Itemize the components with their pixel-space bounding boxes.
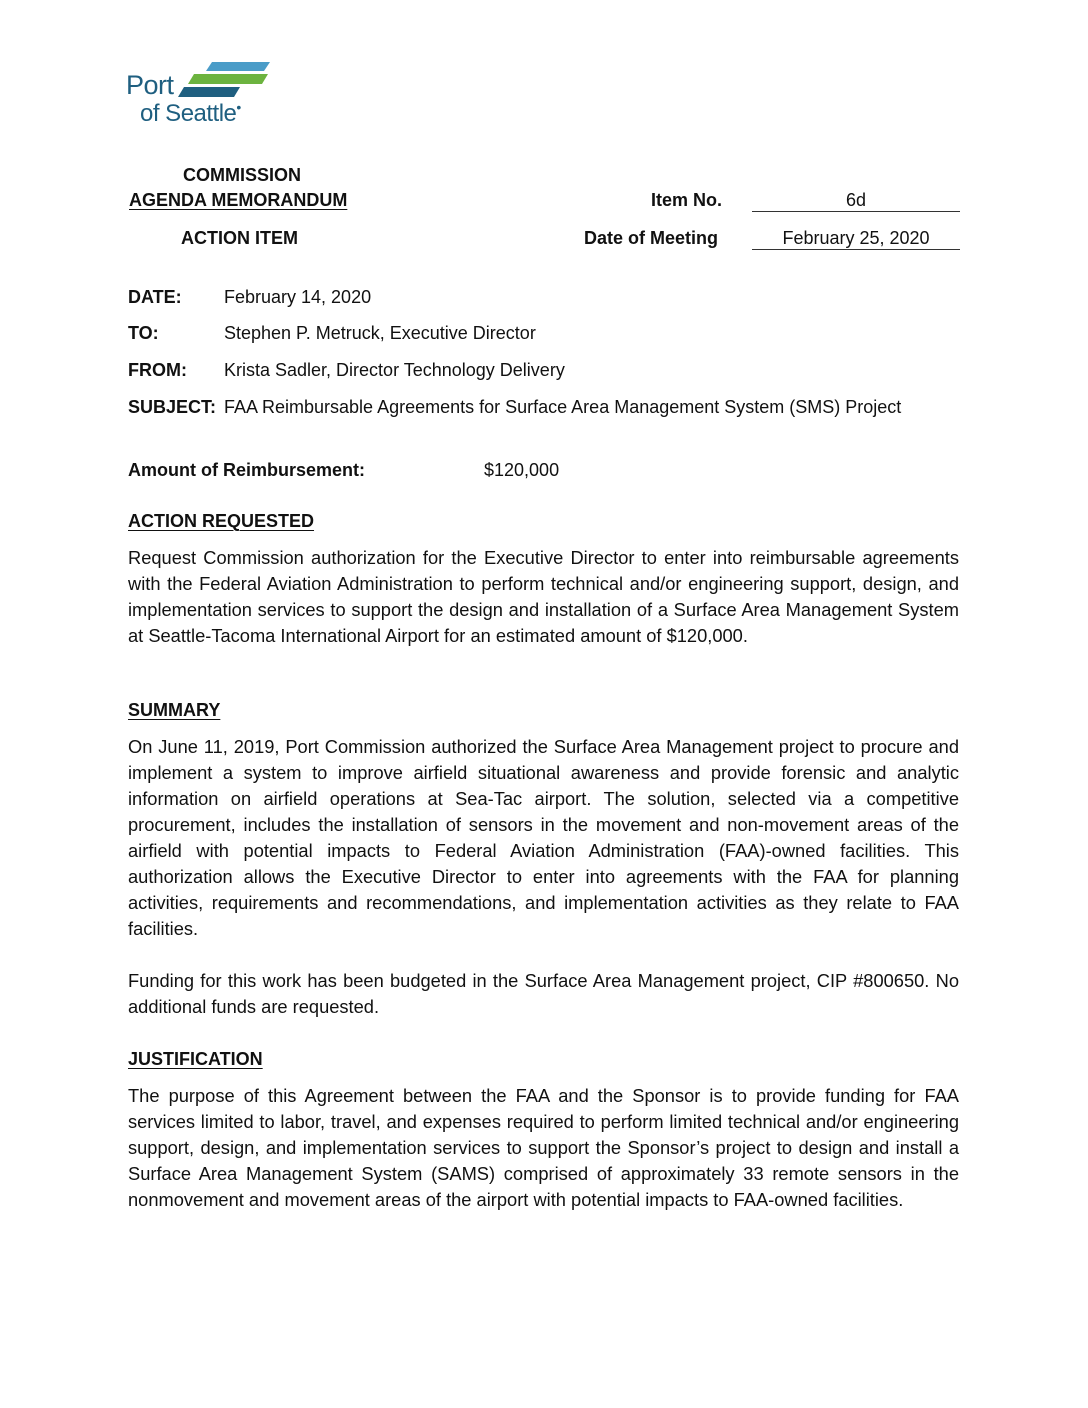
memo-subject-value: FAA Reimbursable Agreements for Surface Area Management System (SMS) Project — [224, 397, 902, 417]
memo-from-value: Krista Sadler, Director Technology Delivery — [224, 360, 565, 380]
funding-paragraph: Funding for this work has been budgeted in the Surface Area Management project, CIP #800650. No additional funds are requested. — [128, 970, 959, 1017]
memo-date-row — [128, 288, 371, 306]
memo-to-label: TO: — [128, 323, 159, 343]
item-no-value: 6d — [752, 191, 960, 212]
memo-to-row — [128, 324, 536, 342]
memo-date-label: DATE: — [128, 287, 182, 307]
header-commission: COMMISSION — [183, 165, 302, 185]
header-action-item: ACTION ITEM — [181, 228, 298, 248]
memo-from-row — [128, 361, 565, 379]
memo-from-label: FROM: — [128, 360, 187, 380]
section-heading-summary: SUMMARY — [128, 700, 221, 720]
amount-of-reimbursement-label: Amount of Reimbursement: — [128, 460, 366, 480]
logo-text-of-seattle — [140, 100, 241, 126]
logo-text-port: Port — [126, 70, 174, 100]
justification-paragraph: The purpose of this Agreement between the FAA and the Sponsor is to provide funding for FAA services limited to labor, travel, and expenses required to perform limited technical and/or engineering support, design, and implementation services to support the Sponsor’s project to design and install a Surface Area Management System (SAMS) comprised of approximately 33 remote sensors in the nonmovement and movement areas of the airport with potential impacts to FAA-owned facilities. — [128, 1085, 959, 1210]
memo-subject-label: SUBJECT: — [128, 397, 217, 417]
memo-subject-row — [128, 398, 901, 416]
section-heading-justification: JUSTIFICATION — [128, 1049, 263, 1069]
section-heading-action-requested: ACTION REQUESTED — [128, 511, 315, 531]
item-no-label: Item No. — [651, 190, 723, 210]
memo-to-value: Stephen P. Metruck, Executive Director — [224, 323, 536, 343]
amount-of-reimbursement-value: $120,000 — [484, 460, 560, 480]
date-of-meeting-value: February 25, 2020 — [752, 229, 960, 250]
action-requested-paragraph: Request Commission authorization for the Executive Director to enter into reimbursable agreements with the Federal Aviation Administration to perform technical and/or engineering support, design, and implementation services to support the design and installation of a Surface Area Management System at Seattle-Tacoma International Airport for an estimated amount of $120,000. — [128, 547, 959, 646]
header-agenda-memorandum: AGENDA MEMORANDUM — [129, 190, 348, 210]
summary-paragraph: On June 11, 2019, Port Commission authorized the Surface Area Management project to procure and implement a system to improve airfield situational awareness and provide forensic and analytic information on airfield operations at Sea-Tac airport. The solution, selected via a competitive procurement, includes the installation of sensors in the movement and non-movement areas of the airfield with potential impacts to Federal Aviation Administration (FAA)-owned facilities. This authorization allows the Executive Director to enter into agreements with the FAA for planning activities, requirements and recommendations, and implementation activities as they relate to FAA facilities. — [128, 736, 959, 939]
port-of-seattle-logo — [126, 62, 276, 128]
logo-dot-icon: • — [236, 99, 241, 115]
logo-stripes-icon — [178, 62, 270, 98]
date-of-meeting-label: Date of Meeting — [584, 228, 719, 248]
logo-text-of-seattle-label: of Seattle — [140, 100, 237, 127]
memo-date-value: February 14, 2020 — [224, 287, 372, 307]
